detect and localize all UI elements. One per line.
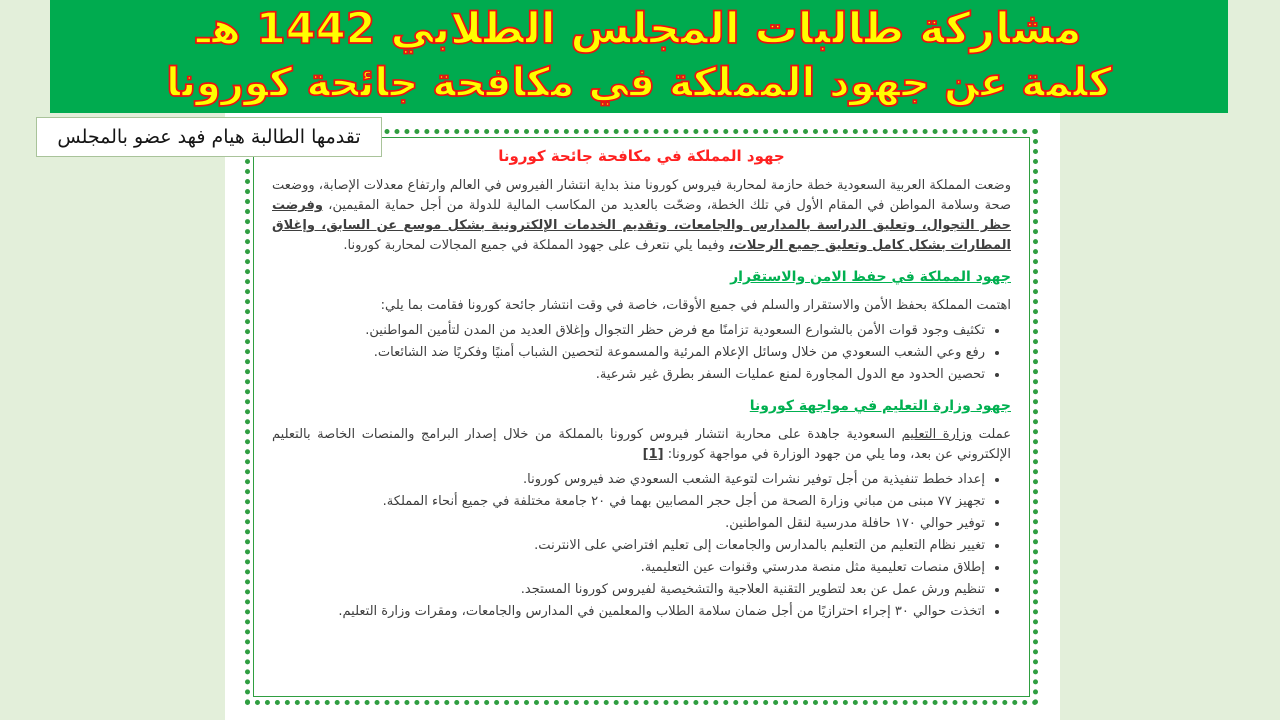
list-item: • اتخذت حوالي ٣٠ إجراء احترازيًا من أجل ضمان سلامة الطلاب والمعلمين في المدارس والجامعات، ومقرات وزارة التعليم. [272, 602, 985, 622]
slide-title-line2: كلمة عن جهود المملكة في مكافحة جائحة كورونا [166, 60, 1112, 106]
education-section-heading: جهود وزارة التعليم في مواجهة كورونا [749, 398, 1011, 414]
document-main-heading: جهود المملكة في مكافحة جائحة كورونا [498, 147, 785, 165]
decorative-border-frame [245, 129, 1038, 705]
list-item: • تكثيف وجود قوات الأمن بالشوارع السعودية تزامنًا مع فرض حظر التجوال وإغلاق العديد من المدن لتأمين المواطنين. [272, 321, 985, 341]
list-item: • رفع وعي الشعب السعودي من خلال وسائل الإعلام المرئية والمسموعة لتحصين الشباب أمنيًا وفكريًا ضد الشائعات. [272, 343, 985, 363]
list-item: • إطلاق منصات تعليمية مثل منصة مدرستي وقنوات عين التعليمية. [272, 558, 985, 578]
list-item: • تغيير نظام التعليم من التعليم بالمدارس والجامعات إلى تعليم افتراضي على الانترنت. [272, 536, 985, 556]
list-item: • إعداد خطط تنفيذية من أجل توفير نشرات لتوعية الشعب السعودي ضد فيروس كورونا. [272, 470, 985, 490]
education-intro-paragraph [272, 425, 1011, 465]
intro-text-underlined: وفرضت حظر التجوال، وتعليق الدراسة بالمدارس والجامعات، وتقديم الخدمات الإلكترونية بشكل موسع عن السابق، وإغلاق المطارات بشكل كامل وتعليق جميع الرحلات، [272, 198, 1011, 253]
education-bullet-list [272, 470, 1011, 622]
education-text-end: السعودية جاهدة على محاربة انتشار فيروس كورونا بالمملكة من خلال إصدار البرامج والمنصات الخاصة بالتعليم الإلكتروني عن بعد، وما يلي من جهود الوزارة في مواجهة كورونا: [272, 427, 1011, 462]
list-item: • تجهيز ٧٧ مبنى من مباني وزارة الصحة من أجل حجر المصابين بهما في ٢٠ جامعة مختلفة في جميع أنحاء المملكة. [272, 492, 985, 512]
security-intro-paragraph: اهتمت المملكة بحفظ الأمن والاستقرار والسلم في جميع الأوقات، خاصة في وقت انتشار جائحة كورونا فقامت بما يلي: [380, 298, 1011, 313]
list-item: • تحصين الحدود مع الدول المجاورة لمنع عمليات السفر بطرق غير شرعية. [272, 365, 985, 385]
slide-title-banner [50, 0, 1228, 113]
document-page [225, 113, 1060, 720]
security-bullet-list [272, 321, 1011, 385]
intro-paragraph [272, 176, 1011, 256]
citation-reference: [1] [642, 447, 664, 462]
list-item: • توفير حوالي ١٧٠ حافلة مدرسية لنقل المواطنين. [272, 514, 985, 534]
education-ministry-underlined: وزارة التعليم [901, 427, 973, 442]
intro-text-end: وفيما يلي نتعرف على جهود المملكة في جميع المجالات لمحاربة كورونا. [343, 238, 729, 253]
slide-title-line1: مشاركة طالبات المجلس الطلابي 1442 هـ [196, 4, 1082, 54]
education-text-start: عملت [972, 427, 1011, 442]
intro-text-start: وضعت المملكة العربية السعودية خطة حازمة لمحاربة فيروس كورونا منذ بداية انتشار الفيروس في العالم وارتفاع معدلات الإصابة، ووضعت صحة وسلامة المواطن في المقام الأول في تلك الخطة، وضحّت بالعديد من المكاسب المالية للدولة من أجل حماية المقيمين، [272, 178, 1011, 213]
presenter-label: تقدمها الطالبة هيام فهد عضو بالمجلس [57, 126, 361, 148]
security-section-heading: جهود المملكة في حفظ الامن والاستقرار [730, 269, 1011, 285]
presenter-label-box [36, 117, 382, 157]
document-content [272, 142, 1011, 694]
list-item: • تنظيم ورش عمل عن بعد لتطوير التقنية العلاجية والتشخيصية لفيروس كورونا المستجد. [272, 580, 985, 600]
